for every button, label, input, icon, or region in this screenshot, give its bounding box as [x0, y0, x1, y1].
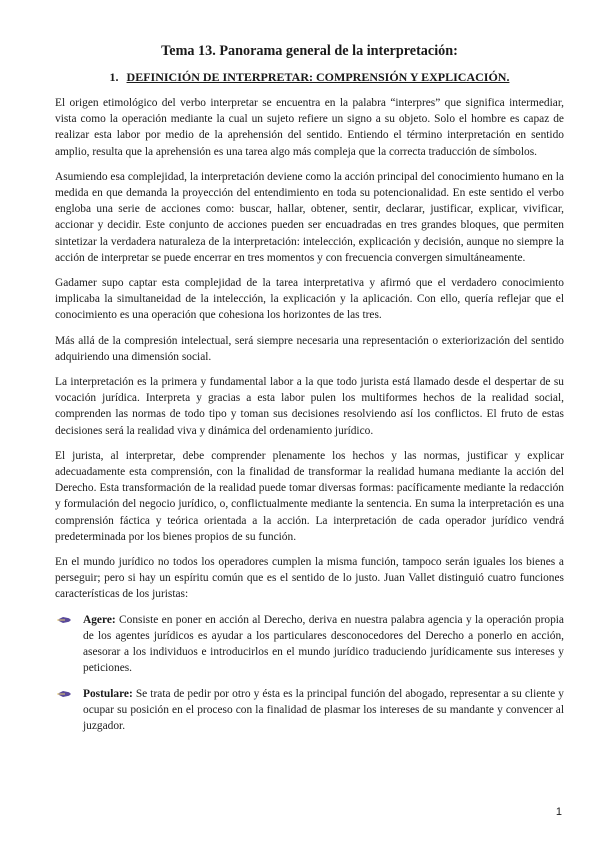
bullet-term: Postulare: — [83, 687, 133, 700]
paragraph: En el mundo jurídico no todos los operadores cumplen la misma función, tampoco serán iguales los bienes a perseguir; pero si hay un espíritu común que es el sentido de lo justo. Juan Vallet distinguió cuatro funciones características de los juristas: — [55, 556, 564, 601]
bullet-term: Agere: — [83, 613, 116, 626]
page-number: 1 — [555, 806, 562, 818]
paragraph: Más allá de la compresión intelectual, será siempre necesaria una representación o exteriorización del sentido adquiriendo una dimensión social. — [55, 334, 564, 363]
pen-nib-icon — [57, 689, 71, 699]
paragraph: Gadamer supo captar esta complejidad de la tarea interpretativa y afirmó que el verdadero conocimiento implicaba la simultaneidad de la intelección, la explicación y la aplicación. Con ello, quería reflejar que el conocimiento es una operación que cohesiona los horizontes de las tres. — [55, 277, 564, 322]
bullet-text: Consiste en poner en acción al Derecho, deriva en nuestra palabra agencia y la operación propia de los agentes jurídicos es ayudar a los particulares desconocedores del Derecho a ponerlo en acción, asesorar a los individuos e introducirlos en el mundo jurídico traduciendo jurídicamente sus intereses y peticiones. — [83, 613, 564, 675]
functions-list — [55, 612, 564, 734]
paragraph: La interpretación es la primera y fundamental labor a la que todo jurista está llamado desde el despertar de su vocación jurídica. Interpreta y gracias a esta labor pulen los multiformes hechos de la realidad social, comprenden las normas de todo tipo y toman sus decisiones resolviendo así los conflictos. El fruto de estas decisiones será la realidad viva y dinámica del ordenamiento jurídico. — [55, 376, 564, 437]
paragraph: El jurista, al interpretar, debe comprender plenamente los hechos y las normas, justificar y explicar adecuadamente esta comprensión, con la finalidad de transformar la realidad humana mediante la acción del Derecho. Esta transformación de la realidad puede tomar diversas formas: pacíficamente mediante la redacción y formulación del negocio jurídico, o, conflictualmente mediante la sentencia. En suma la interpretación es una comprensión fáctica y teórica orientada a la acción. La interpretación de cada operador jurídico vendrá predeterminada por los bienes propios de su función. — [55, 449, 564, 543]
section-number: 1. — [109, 70, 119, 84]
paragraph: El origen etimológico del verbo interpretar se encuentra en la palabra “interpres” que significa intermediar, vista como la operación mediante la cual un sujeto refiere un signo a su objeto. Solo el hombre es capaz de realizar esta labor por medio de la aprehensión del sentido. Entiendo el término interpretación en sentido amplio, resulta que la aprehensión es una tarea algo más compleja que la correcta traducción de símbolos. — [55, 97, 564, 158]
bullet-text: Se trata de pedir por otro y ésta es la principal función del abogado, representar a su cliente y ocupar su posición en el proceso con la finalidad de plasmar los intereses de su mandante y convencer al juzgador. — [83, 687, 564, 732]
list-item — [55, 686, 564, 735]
section-heading — [55, 69, 564, 85]
document-title: Tema 13. Panorama general de la interpretación: — [161, 43, 458, 59]
section-title: DEFINICIÓN DE INTERPRETAR: COMPRENSIÓN Y EXPLICACIÓN. — [126, 70, 510, 84]
paragraph: Asumiendo esa complejidad, la interpretación deviene como la acción principal del conocimiento humano en la medida en que demanda la proyección del entendimiento en toda su potencionalidad. En este sentido el verbo engloba una serie de acciones como: buscar, hallar, obtener, sentir, declarar, justificar, explicar, vivificar, accionar y decidir. Este conjunto de acciones pueden ser encuadradas en tres grandes bloques, que permiten sintetizar la verdadera naturaleza de la interpretación: intelección, explicación y decisión, aunque no siempre la acción de interpretar se puede encerrar en tres momentos y con frecuencia convergen simultáneamente. — [55, 170, 564, 264]
document-body — [55, 42, 564, 743]
pen-nib-icon — [57, 615, 71, 625]
list-item — [55, 612, 564, 677]
